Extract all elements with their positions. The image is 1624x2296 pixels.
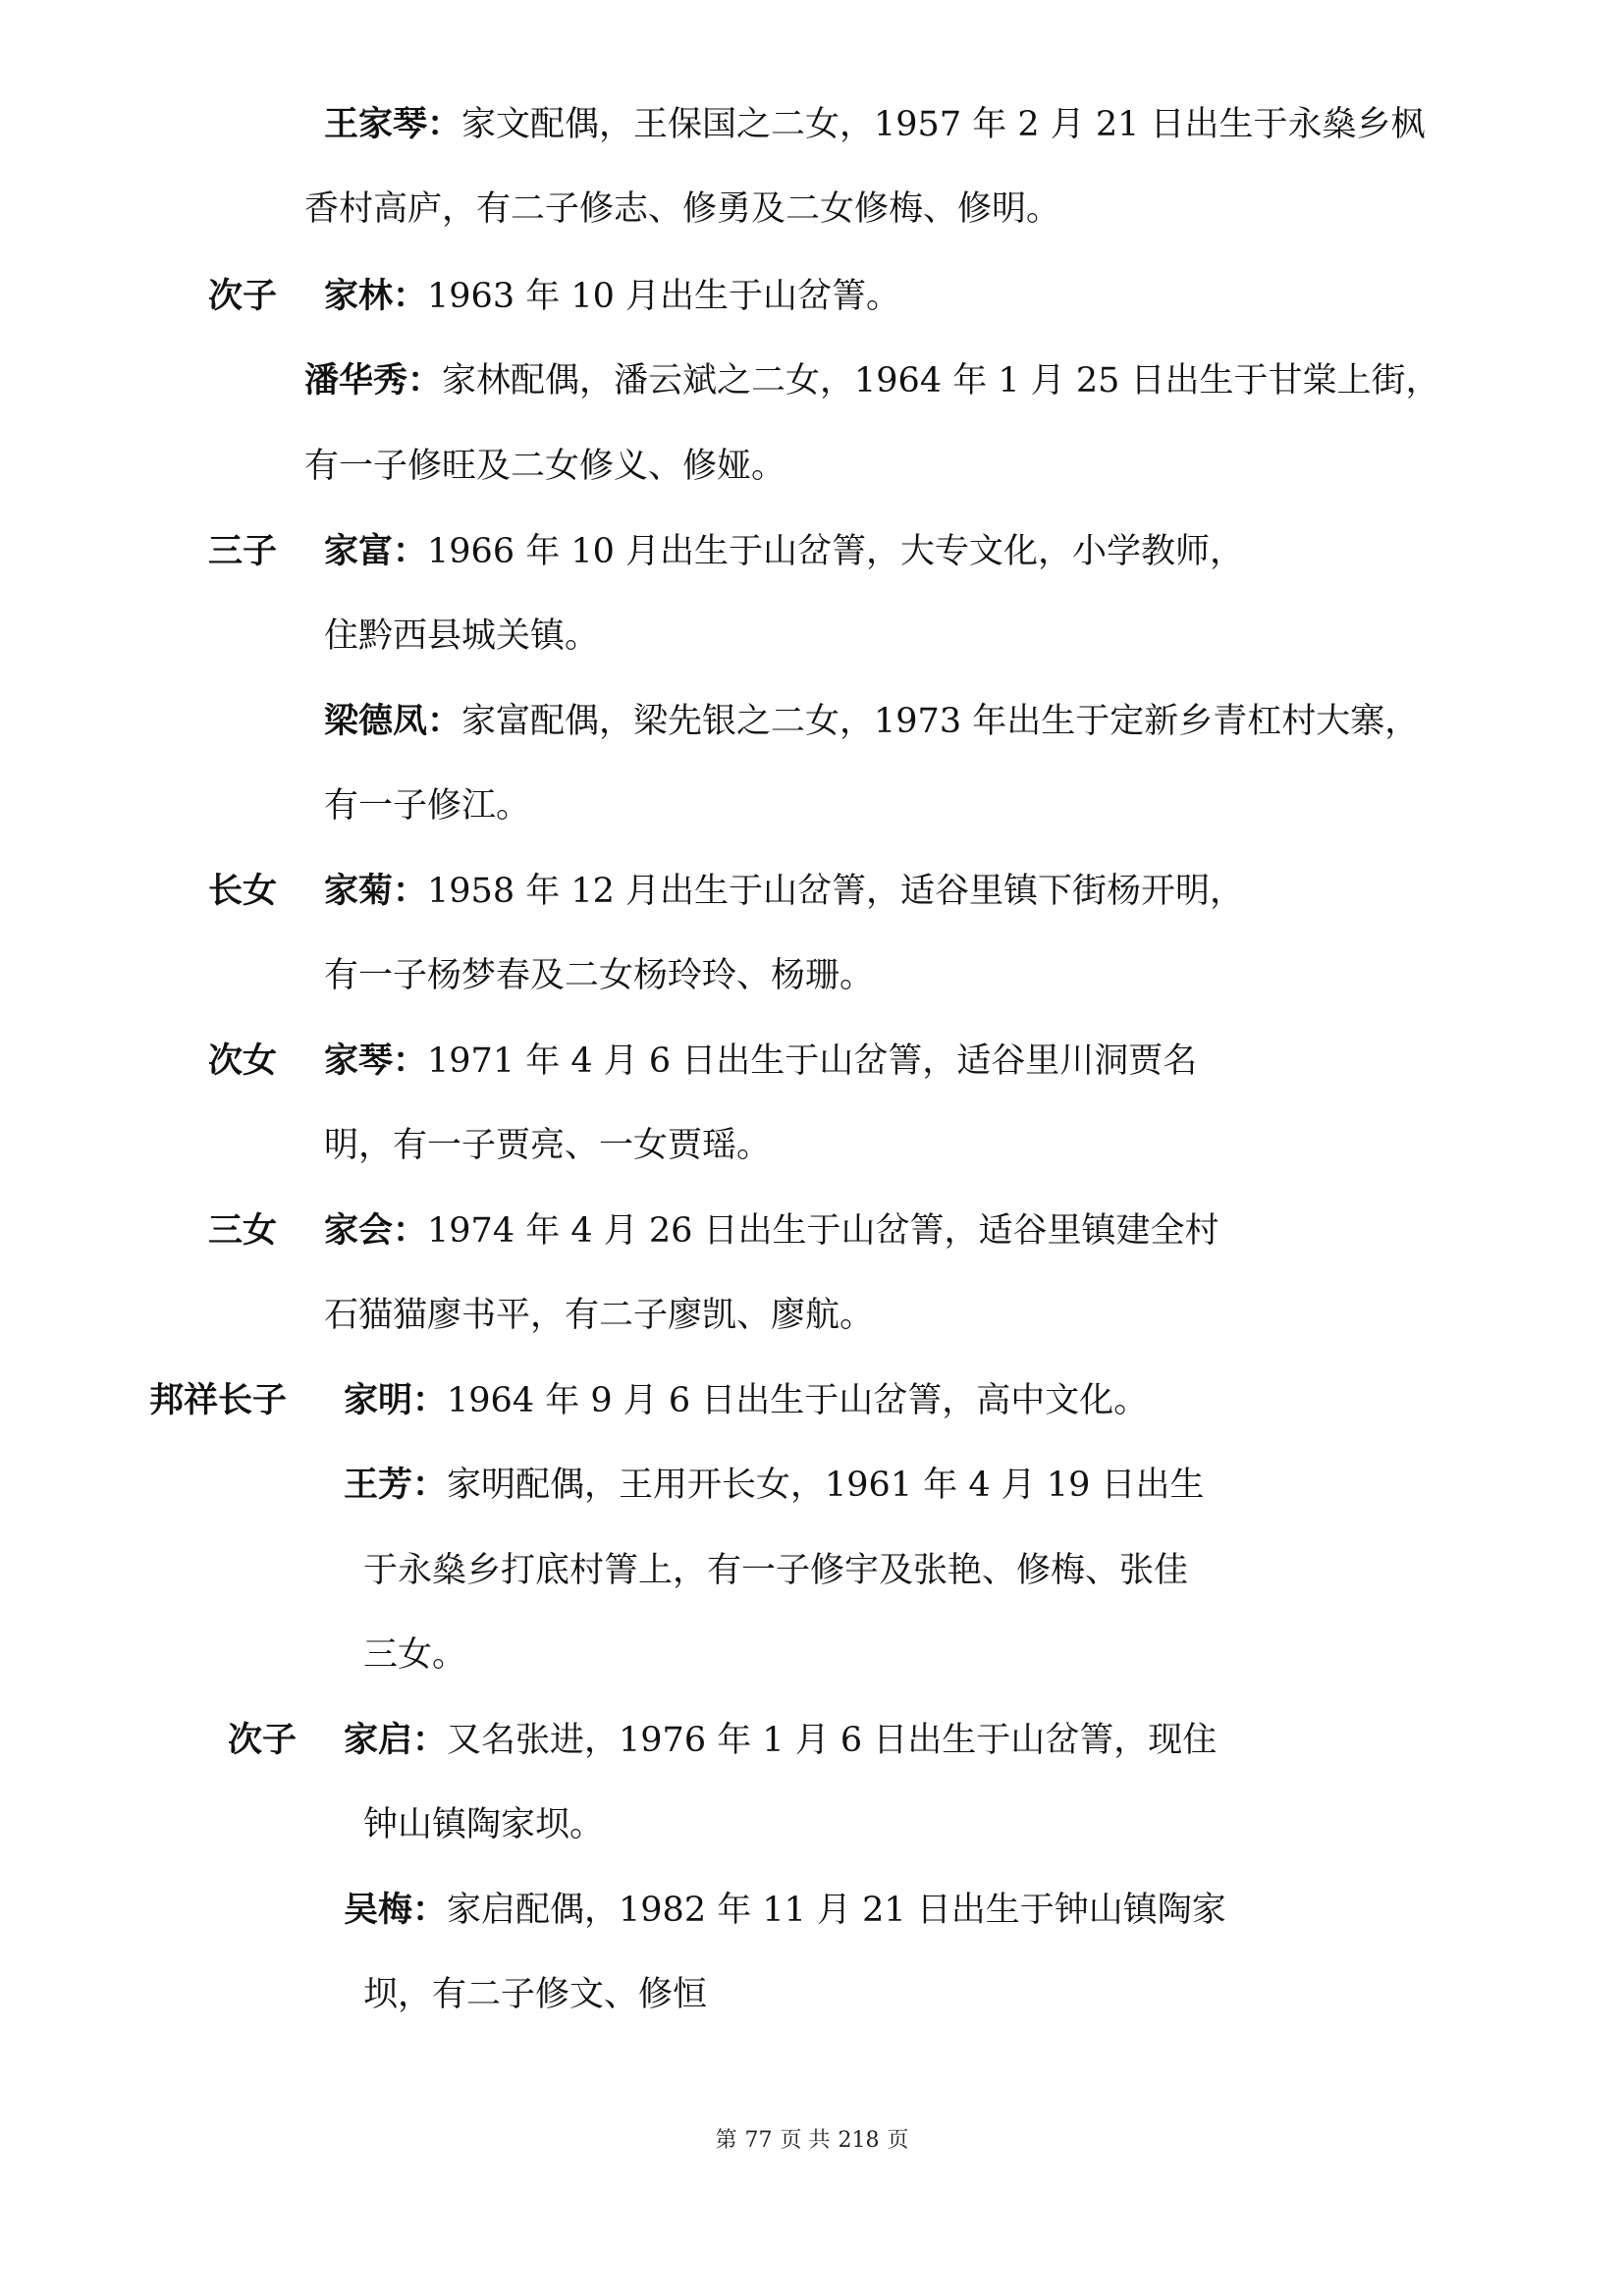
entry-text: 家林配偶，潘云斌之二女，1964 年 1 月 25 日出生于甘棠上街， — [442, 361, 1440, 400]
entry-jiaqi-line2: 钟山镇陶家坝。 — [363, 1805, 605, 1844]
entry-wu-mei-line2: 坝，有二子修文、修恒 — [363, 1975, 708, 2014]
total-pages: 218 — [838, 2128, 880, 2153]
person-name: 王家琴： — [324, 104, 462, 144]
person-name: 家明： — [344, 1380, 448, 1420]
entry-text: 1964 年 9 月 6 日出生于山岔箐，高中文化。 — [447, 1381, 1149, 1420]
entry-jiaqin-line1 — [324, 1041, 1197, 1082]
entry-jiaqi-line1 — [344, 1720, 1217, 1761]
entry-pan-huaxiu-line1 — [304, 360, 1440, 401]
entry-wu-mei-line1 — [344, 1890, 1226, 1931]
rank-label: 次子 — [208, 276, 278, 316]
entry-text: 1966 年 10 月出生于山岔箐，大专文化，小学教师， — [427, 532, 1245, 571]
rank-label: 长女 — [208, 871, 278, 911]
person-name: 家启： — [344, 1720, 448, 1760]
entry-jiafu-line2: 住黔西县城关镇。 — [324, 616, 600, 656]
person-name: 家会： — [324, 1210, 428, 1251]
entry-jiaming-line1 — [344, 1380, 1148, 1421]
person-name: 家菊： — [324, 871, 428, 911]
entry-text: 1958 年 12 月出生于山岔箐，适谷里镇下街杨开明， — [427, 872, 1245, 911]
rank-label: 次女 — [208, 1041, 278, 1081]
entry-jiaju-line2: 有一子杨梦春及二女杨玲玲、杨珊。 — [324, 956, 875, 995]
entry-wang-jiaqin-line1 — [324, 104, 1426, 145]
entry-jiaqin-line2: 明，有一子贾亮、一女贾瑶。 — [324, 1126, 772, 1165]
entry-wang-fang-line1 — [344, 1465, 1205, 1506]
entry-pan-huaxiu-line2: 有一子修旺及二女修义、修娅。 — [304, 447, 786, 486]
rank-label: 次子 — [228, 1720, 298, 1760]
person-name: 家林： — [324, 276, 428, 316]
person-name: 吴梅： — [344, 1890, 448, 1930]
rank-label: 三子 — [208, 531, 278, 571]
entry-text: 1974 年 4 月 26 日出生于山岔箐，适谷里镇建全村 — [427, 1211, 1219, 1251]
rank-label: 邦祥长子 — [149, 1380, 288, 1420]
footer-prefix: 第 — [715, 2128, 737, 2153]
entry-jiafu-line1 — [324, 531, 1244, 572]
person-name: 王芳： — [344, 1465, 448, 1505]
entry-wang-fang-line3: 三女。 — [363, 1635, 467, 1675]
entry-text: 1963 年 10 月出生于山岔箐。 — [427, 277, 901, 316]
page-number: 77 — [744, 2128, 773, 2153]
footer-suffix: 页 — [887, 2128, 909, 2153]
footer-mid: 页 共 — [780, 2128, 831, 2153]
entry-jiaju-line1 — [324, 871, 1244, 912]
entry-wang-fang-line2: 于永燊乡打底村箐上，有一子修宇及张艳、修梅、张佳 — [363, 1551, 1189, 1590]
person-name: 梁德凤： — [324, 701, 462, 741]
entry-text: 家启配偶，1982 年 11 月 21 日出生于钟山镇陶家 — [447, 1891, 1226, 1930]
entry-jiahui-line1 — [324, 1210, 1219, 1252]
entry-wang-jiaqin-line2: 香村高庐，有二子修志、修勇及二女修梅、修明。 — [304, 189, 1061, 229]
entry-text: 家明配偶，王用开长女，1961 年 4 月 19 日出生 — [447, 1466, 1205, 1505]
entry-jiahui-line2: 石猫猫廖书平，有二子廖凯、廖航。 — [324, 1296, 875, 1335]
entry-jialin-line1 — [324, 276, 900, 317]
entry-text: 家文配偶，王保国之二女，1957 年 2 月 21 日出生于永燊乡枫 — [461, 105, 1426, 144]
person-name: 家富： — [324, 531, 428, 571]
person-name: 潘华秀： — [304, 360, 443, 400]
entry-liang-defeng-line1 — [324, 701, 1419, 742]
person-name: 家琴： — [324, 1041, 428, 1081]
entry-text: 又名张进，1976 年 1 月 6 日出生于山岔箐，现住 — [447, 1721, 1218, 1760]
rank-label: 三女 — [208, 1210, 278, 1251]
entry-text: 家富配偶，梁先银之二女，1973 年出生于定新乡青杠村大寨， — [461, 702, 1420, 741]
entry-text: 1971 年 4 月 6 日出生于山岔箐，适谷里川洞贾名 — [427, 1041, 1198, 1081]
entry-liang-defeng-line2: 有一子修江。 — [324, 786, 531, 826]
page-footer — [0, 2123, 1624, 2154]
